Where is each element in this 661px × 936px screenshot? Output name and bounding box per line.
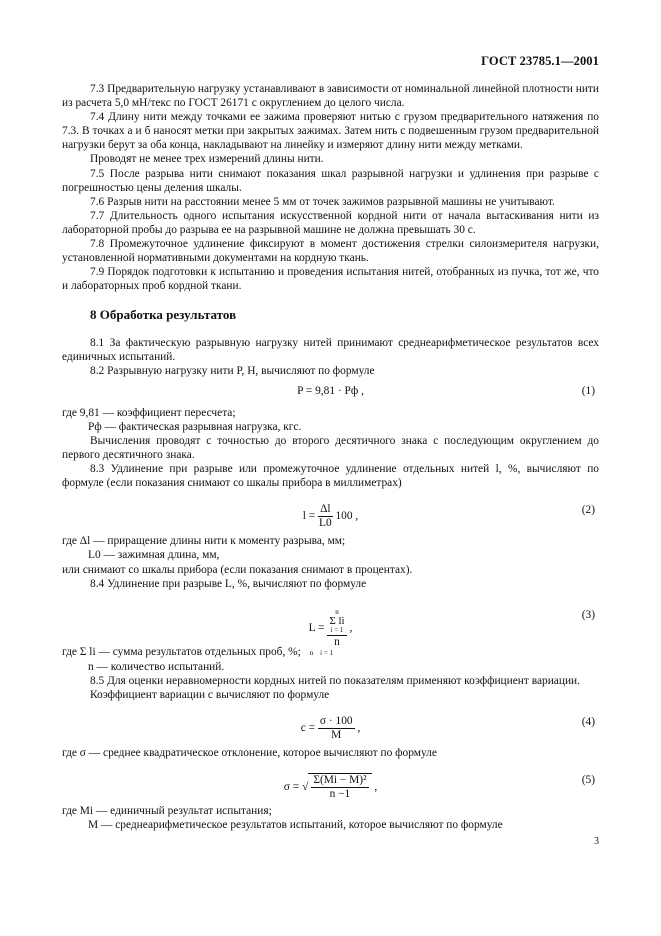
equation-5-denominator: n −1 (329, 788, 351, 801)
equation-3-denominator: n (334, 635, 340, 648)
where-5b: M — среднеарифметическое результатов испытаний, которое вычисляют по формуле (88, 819, 503, 832)
where-4: где σ — среднее квадратическое отклонение, которое вычисляют по формуле (62, 747, 437, 760)
equation-3-fraction (327, 608, 346, 649)
equation-2-tail: 100 , (335, 510, 359, 523)
where-1b: Pф — фактическая разрывная нагрузка, кгс. (88, 420, 302, 433)
equation-1-number: (1) (581, 384, 595, 397)
equation-2-numerator: Δl (320, 503, 331, 516)
equation-1 (62, 381, 599, 403)
equation-4-fraction (318, 715, 355, 742)
equation-5 (62, 763, 599, 801)
where-2b: L0 — зажимная длина, мм, (88, 549, 220, 562)
equation-3-sum-bottom: i = 1 (330, 625, 344, 634)
sqrt-sign: √ (302, 781, 309, 794)
equation-5-number: (5) (581, 774, 595, 787)
where-5a: где Mi — единичный результат испытания; (62, 805, 272, 818)
equation-4-numerator: σ · 100 (319, 715, 353, 728)
equation-5-fraction (311, 774, 368, 801)
standard-header: ГОСТ 23785.1—2001 (481, 54, 599, 68)
where-3a-sum-top: n (309, 648, 314, 657)
paragraph-7-5: 7.5 После разрыва нити снимают показания шкал разрывной нагрузки и удлинения при разрыве с погрешностью цены деления шкалы. (62, 167, 599, 194)
paragraph-measurements: Проводят не менее трех измерений длины нити. (90, 153, 324, 166)
equation-2-number: (2) (581, 504, 595, 517)
equation-5-numerator: Σ(Mi − M)² (313, 774, 367, 787)
equation-1-formula: P = 9,81 · Pф , (297, 384, 364, 397)
equation-2-fraction (318, 503, 333, 530)
equation-2 (62, 493, 599, 531)
equation-3 (62, 594, 599, 648)
equation-3-sum (329, 608, 344, 635)
where-2a: где Δl — приращение длины нити к моменту разрыва, мм; (62, 535, 346, 548)
equation-4-tail: , (357, 722, 361, 735)
document-body (62, 82, 599, 832)
equation-3-number: (3) (581, 608, 595, 621)
paragraph-8-1: 8.1 За фактическую разрывную нагрузку нитей принимают среднеарифметическое результатов всех единичных испытаний. (62, 336, 599, 363)
paragraph-8-5: 8.5 Для оценки неравномерности кордных нитей по показателям применяют коэффициент вариации. (90, 674, 580, 687)
paragraph-8-3: 8.3 Удлинение при разрыве или промежуточное удлинение отдельных нитей l, %, вычисляют по формуле (если показания снимают со шкалы прибора в миллиметрах) (62, 463, 599, 490)
paragraph-8-2: 8.2 Разрывную нагрузку нити P, Н, вычисляют по формуле (90, 364, 375, 377)
equation-4 (62, 705, 599, 743)
paragraph-variation: Коэффициент вариации c вычисляют по формуле (90, 689, 330, 701)
paragraph-7-3: 7.3 Предварительную нагрузку устанавливают в зависимости от номинальной линейной плотности нити из расчета 5,0 мН/текс по ГОСТ 26171 с округлением до целого числа. (62, 83, 599, 110)
paragraph-7-4: 7.4 Длину нити между точками ее зажима проверяют нитью с грузом предварительного натяжения по 7.3. В точках а и б наносят метки при закрытых зажимах. Затем нить с подвешенным грузом предварительной нагрузки берут за оба конца, накладывают на линейку и измеряют длину нити между метками. (62, 111, 599, 152)
where-1a: где 9,81 — коэффициент пересчета; (62, 406, 236, 419)
equation-5-lhs: σ = (283, 781, 300, 794)
paragraph-7-6: 7.6 Разрыв нити на расстоянии менее 5 мм от точек зажимов разрывной машины не учитывают. (90, 195, 555, 208)
equation-4-number: (4) (581, 716, 595, 729)
equation-2-lhs: l = (302, 510, 316, 523)
paragraph-8-4: 8.4 Удлинение при разрыве L, %, вычисляют по формуле (90, 577, 367, 590)
paragraph-calculation: Вычисления проводят с точностью до второго десятичного знака с последующим округлением до первого десятичного знака. (62, 434, 599, 462)
equation-3-tail: , (349, 621, 353, 634)
paragraph-7-9: 7.9 Порядок подготовки к испытанию и проведения испытания нитей, отобранных из пучка, тот же, что и лабораторных проб кордной ткани. (62, 266, 599, 293)
equation-4-denominator: M (331, 729, 342, 742)
equation-3-lhs: L = (308, 621, 325, 634)
equation-5-radical (308, 773, 371, 801)
page-number: 3 (594, 836, 599, 847)
where-3a-sum-bottom: i = 1 (320, 648, 333, 657)
equation-2-denominator: L0 (319, 517, 332, 530)
equation-4-lhs: c = (300, 722, 316, 735)
paragraph-7-8: 7.8 Промежуточное удлинение фиксируют в момент достижения стрелки силоизмерителя нагрузки, установленной нормативными документами на кордную ткань. (62, 238, 599, 265)
where-3a: где Σ li — сумма результатов отдельных проб, %; (62, 645, 301, 658)
equation-5-tail: , (374, 781, 378, 794)
paragraph-7-7: 7.7 Длительность одного испытания искусственной кордной нити от начала вытаскивания нити из лабораторной пробы до разрыва ее на разрывной машине не должна превышать 30 с. (62, 209, 599, 236)
where-3b: n — количество испытаний. (88, 660, 225, 673)
equation-3-sum-top: n (335, 607, 339, 616)
equation-3-numerator: Σ li (329, 614, 345, 627)
section-heading: 8 Обработка результатов (90, 307, 237, 323)
where-2c: или снимают со шкалы прибора (если показания снимают в процентах). (62, 563, 413, 576)
